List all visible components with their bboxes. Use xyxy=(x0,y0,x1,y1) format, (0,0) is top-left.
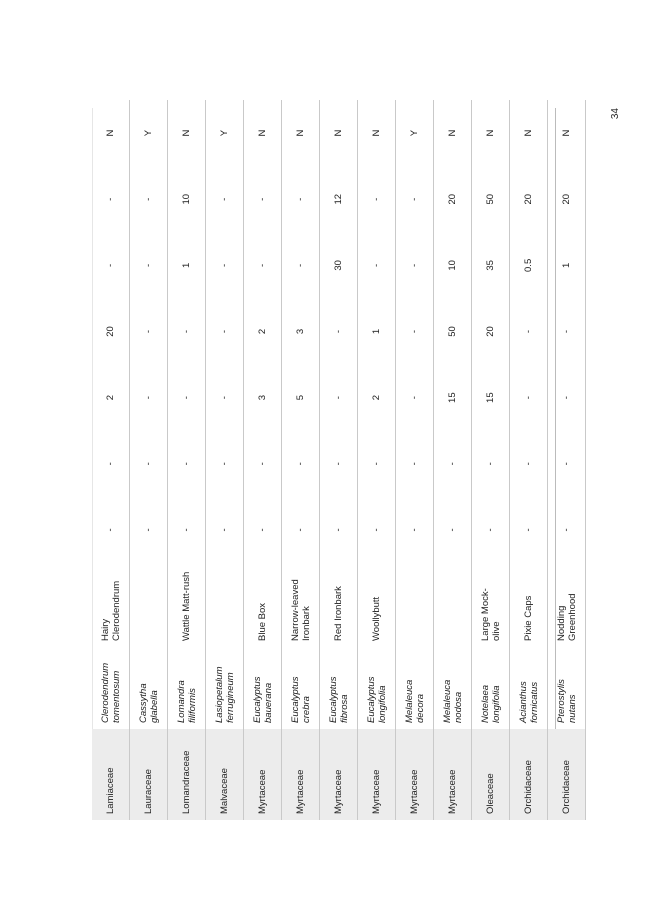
table-row xyxy=(358,100,396,820)
value-cell-3: - xyxy=(168,365,206,431)
value-cell-3: - xyxy=(320,365,358,431)
value-cell-5: - xyxy=(130,232,168,298)
flag-cell: N xyxy=(434,100,472,166)
table-row xyxy=(244,100,282,820)
value-cell-2: - xyxy=(320,431,358,497)
value-cell-3: 5 xyxy=(282,365,320,431)
value-cell-4: 20 xyxy=(472,298,510,364)
value-cell-3: - xyxy=(130,365,168,431)
common-name-cell xyxy=(396,563,434,647)
value-cell-2: - xyxy=(92,431,130,497)
value-cell-2: - xyxy=(510,431,548,497)
value-cell-3: 3 xyxy=(244,365,282,431)
common-name-cell xyxy=(130,563,168,647)
scientific-name-cell: Eucalyptus bauerana xyxy=(244,647,282,729)
value-cell-4: 20 xyxy=(92,298,130,364)
table-row xyxy=(434,100,472,820)
flag-cell: Y xyxy=(396,100,434,166)
scientific-name-cell: Lasiopetalum ferrugineum xyxy=(206,647,244,729)
value-cell-6: - xyxy=(206,166,244,232)
table-row xyxy=(130,100,168,820)
value-cell-5: 0.5 xyxy=(510,232,548,298)
species-table-body xyxy=(92,100,586,820)
value-cell-6: - xyxy=(244,166,282,232)
value-cell-4: - xyxy=(548,298,586,364)
flag-cell: N xyxy=(472,100,510,166)
scientific-name-cell: Cassytha glabella xyxy=(130,647,168,729)
flag-cell: N xyxy=(548,100,586,166)
table-row xyxy=(320,100,358,820)
value-cell-1: - xyxy=(472,497,510,563)
value-cell-5: 30 xyxy=(320,232,358,298)
value-cell-4: 50 xyxy=(434,298,472,364)
value-cell-3: 15 xyxy=(434,365,472,431)
value-cell-2: - xyxy=(548,431,586,497)
scientific-name-cell: Eucalyptus crebra xyxy=(282,647,320,729)
table-row xyxy=(282,100,320,820)
value-cell-6: - xyxy=(396,166,434,232)
table-row xyxy=(168,100,206,820)
value-cell-1: - xyxy=(396,497,434,563)
value-cell-1: - xyxy=(130,497,168,563)
common-name-cell: Wattle Matt-rush xyxy=(168,563,206,647)
value-cell-5: - xyxy=(358,232,396,298)
value-cell-1: - xyxy=(92,497,130,563)
value-cell-6: 50 xyxy=(472,166,510,232)
common-name-cell: Pixie Caps xyxy=(510,563,548,647)
value-cell-3: 2 xyxy=(92,365,130,431)
value-cell-3: - xyxy=(206,365,244,431)
flag-cell: N xyxy=(358,100,396,166)
family-cell: Oleaceae xyxy=(472,729,510,820)
value-cell-1: - xyxy=(244,497,282,563)
value-cell-2: - xyxy=(358,431,396,497)
family-cell: Orchidaceae xyxy=(510,729,548,820)
value-cell-1: - xyxy=(358,497,396,563)
value-cell-1: - xyxy=(548,497,586,563)
value-cell-6: 20 xyxy=(434,166,472,232)
scientific-name-cell: Melaleuca decora xyxy=(396,647,434,729)
flag-cell: N xyxy=(244,100,282,166)
value-cell-4: - xyxy=(168,298,206,364)
common-name-cell: Red Ironbark xyxy=(320,563,358,647)
value-cell-2: - xyxy=(434,431,472,497)
family-cell: Lauraceae xyxy=(130,729,168,820)
value-cell-4: 1 xyxy=(358,298,396,364)
value-cell-5: - xyxy=(206,232,244,298)
family-cell: Myrtaceae xyxy=(244,729,282,820)
value-cell-6: - xyxy=(358,166,396,232)
scientific-name-cell: Melaleuca nodosa xyxy=(434,647,472,729)
value-cell-6: 20 xyxy=(510,166,548,232)
value-cell-6: - xyxy=(282,166,320,232)
value-cell-6: - xyxy=(92,166,130,232)
table-row xyxy=(92,100,130,820)
common-name-cell: Large Mock-olive xyxy=(472,563,510,647)
common-name-cell: Woollybutt xyxy=(358,563,396,647)
value-cell-4: 2 xyxy=(244,298,282,364)
value-cell-4: - xyxy=(320,298,358,364)
value-cell-3: - xyxy=(510,365,548,431)
value-cell-1: - xyxy=(168,497,206,563)
flag-cell: Y xyxy=(206,100,244,166)
table-row xyxy=(510,100,548,820)
value-cell-3: 2 xyxy=(358,365,396,431)
flag-cell: N xyxy=(320,100,358,166)
value-cell-3: - xyxy=(548,365,586,431)
family-cell: Lamiaceae xyxy=(92,729,130,820)
family-cell: Myrtaceae xyxy=(396,729,434,820)
value-cell-2: - xyxy=(244,431,282,497)
scientific-name-cell: Clerodendrum tomentosum xyxy=(92,647,130,729)
family-cell: Myrtaceae xyxy=(358,729,396,820)
family-cell: Malvaceae xyxy=(206,729,244,820)
value-cell-5: - xyxy=(244,232,282,298)
value-cell-3: 15 xyxy=(472,365,510,431)
table-row xyxy=(396,100,434,820)
flag-cell: Y xyxy=(130,100,168,166)
value-cell-2: - xyxy=(130,431,168,497)
table-row xyxy=(548,100,586,820)
value-cell-5: - xyxy=(396,232,434,298)
flag-cell: N xyxy=(168,100,206,166)
flag-cell: N xyxy=(510,100,548,166)
page-number: 34 xyxy=(610,108,621,120)
value-cell-4: - xyxy=(130,298,168,364)
value-cell-5: 1 xyxy=(168,232,206,298)
value-cell-5: - xyxy=(92,232,130,298)
family-cell: Myrtaceae xyxy=(282,729,320,820)
value-cell-6: 12 xyxy=(320,166,358,232)
scientific-name-cell: Eucalyptus longifolia xyxy=(358,647,396,729)
common-name-cell: Nodding Greenhood xyxy=(548,563,586,647)
scientific-name-cell: Acianthus fornicatus xyxy=(510,647,548,729)
value-cell-6: 20 xyxy=(548,166,586,232)
flag-cell: N xyxy=(92,100,130,166)
value-cell-2: - xyxy=(396,431,434,497)
common-name-cell: Hairy Clerodendrum xyxy=(92,563,130,647)
value-cell-5: 1 xyxy=(548,232,586,298)
value-cell-1: - xyxy=(320,497,358,563)
value-cell-6: 10 xyxy=(168,166,206,232)
value-cell-6: - xyxy=(130,166,168,232)
common-name-cell: Narrow-leaved Ironbark xyxy=(282,563,320,647)
value-cell-4: - xyxy=(206,298,244,364)
value-cell-1: - xyxy=(206,497,244,563)
scientific-name-cell: Pterostylis nutans xyxy=(548,647,586,729)
value-cell-2: - xyxy=(206,431,244,497)
value-cell-4: 3 xyxy=(282,298,320,364)
value-cell-2: - xyxy=(168,431,206,497)
common-name-cell xyxy=(434,563,472,647)
common-name-cell xyxy=(206,563,244,647)
family-cell: Lomandraceae xyxy=(168,729,206,820)
value-cell-4: - xyxy=(396,298,434,364)
value-cell-1: - xyxy=(434,497,472,563)
flag-cell: N xyxy=(282,100,320,166)
family-cell: Myrtaceae xyxy=(320,729,358,820)
value-cell-5: 35 xyxy=(472,232,510,298)
rotated-table-container xyxy=(92,100,578,820)
scientific-name-cell: Eucalyptus fibrosa xyxy=(320,647,358,729)
value-cell-1: - xyxy=(510,497,548,563)
value-cell-5: - xyxy=(282,232,320,298)
scientific-name-cell: Notelaea longifolia xyxy=(472,647,510,729)
value-cell-5: 10 xyxy=(434,232,472,298)
table-row xyxy=(472,100,510,820)
value-cell-2: - xyxy=(282,431,320,497)
scientific-name-cell: Lomandra filiformis xyxy=(168,647,206,729)
family-cell: Orchidaceae xyxy=(548,729,586,820)
value-cell-2: - xyxy=(472,431,510,497)
table-row xyxy=(206,100,244,820)
value-cell-4: - xyxy=(510,298,548,364)
species-table xyxy=(92,100,586,820)
family-cell: Myrtaceae xyxy=(434,729,472,820)
value-cell-1: - xyxy=(282,497,320,563)
common-name-cell: Blue Box xyxy=(244,563,282,647)
value-cell-3: - xyxy=(396,365,434,431)
